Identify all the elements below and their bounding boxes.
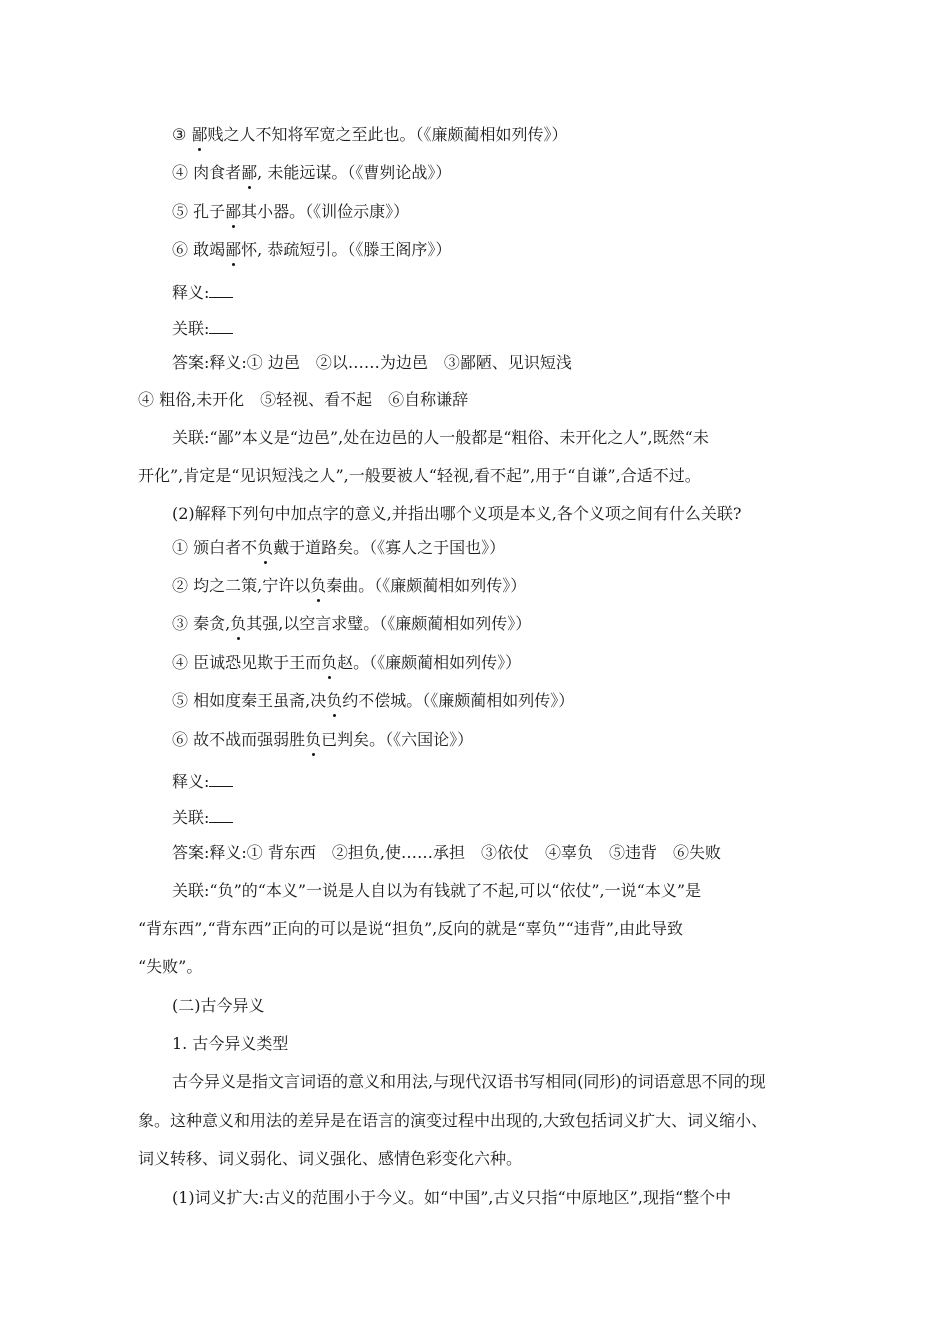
paragraph-line: 古今异义是指文言词语的意义和用法,与现代汉语书写相同(同形)的词语意思不同的现 — [172, 1072, 766, 1091]
example-line: ⑥ 故不战而强弱胜负已判矣。（《六国论》） — [172, 730, 474, 749]
paragraph-line: (1)词义扩大:古义的范围小于今义。如“中国”,古义只指“中原地区”,现指“整个中 — [172, 1188, 732, 1207]
dotted-char: 负 — [310, 576, 327, 595]
answer-blank — [209, 808, 233, 823]
shiyi-prompt: 释义: — [172, 282, 233, 304]
relation-text: 关联:“鄙”本义是“边邑”,处在边邑的人一般都是“粗俗、未开化之人”,既然“未 — [172, 428, 709, 447]
dotted-char: 负 — [257, 538, 274, 557]
example-line: ④ 肉食者鄙, 未能远谋。（《曹刿论战》） — [172, 163, 452, 182]
answer-text: ④ 粗俗,未开化 ⑤轻视、看不起 ⑥自称谦辞 — [138, 390, 469, 409]
dotted-char: 鄙 — [191, 125, 208, 144]
paragraph-line: 象。这种意义和用法的差异是在语言的演变过程中出现的,大致包括词义扩大、词义缩小、 — [138, 1111, 768, 1130]
dotted-char: 负 — [230, 614, 247, 633]
section-heading: (二)古今异义 — [172, 996, 265, 1015]
guanlian-prompt: 关联: — [172, 807, 233, 829]
answer-blank — [209, 319, 233, 334]
question-text: (2)解释下列句中加点字的意义,并指出哪个义项是本义,各个义项之间有什么关联? — [172, 504, 742, 523]
example-line: ③ 秦贪,负其强,以空言求璧。（《廉颇蔺相如列传》） — [172, 614, 532, 633]
dotted-char: 鄙 — [225, 240, 242, 259]
answer-blank — [209, 283, 233, 298]
answer-blank — [209, 772, 233, 787]
example-line: ③ 鄙贱之人不知将军宽之至此也。（《廉颇蔺相如列传》） — [172, 125, 568, 144]
dotted-char: 负 — [326, 691, 343, 710]
relation-text: 关联:“负”的“本义”一说是人自以为有钱就了不起,可以“依仗”,一说“本义”是 — [172, 881, 702, 900]
example-line: ⑥ 敢竭鄙怀, 恭疏短引。（《滕王阁序》） — [172, 240, 452, 259]
subsection-heading: 1. 古今异义类型 — [172, 1034, 289, 1053]
dotted-char: 鄙 — [225, 202, 242, 221]
relation-text: 开化”,肯定是“见识短浅之人”,一般要被人“轻视,看不起”,用于“自谦”,合适不过。 — [138, 466, 701, 485]
answer-text: 答案:释义:① 边邑 ②以……为边邑 ③鄙陋、见识短浅 — [172, 353, 572, 372]
example-line: ⑤ 相如度秦王虽斋,决负约不偿城。（《廉颇蔺相如列传》） — [172, 691, 575, 710]
shiyi-prompt: 释义: — [172, 771, 233, 793]
example-line: ① 颁白者不负戴于道路矣。（《寡人之于国也》） — [172, 538, 506, 557]
paragraph-line: 词义转移、词义弱化、词义强化、感情色彩变化六种。 — [138, 1149, 523, 1168]
relation-text: “背东西”,“背东西”正向的可以是说“担负”,反向的就是“辜负”“违背”,由此导致 — [138, 919, 684, 938]
dotted-char: 鄙 — [241, 163, 258, 182]
example-line: ② 均之二策,宁许以负秦曲。（《廉颇蔺相如列传》） — [172, 576, 527, 595]
dotted-char: 负 — [305, 730, 322, 749]
relation-text: “失败”。 — [138, 957, 203, 976]
example-line: ④ 臣诚恐见欺于王而负赵。（《廉颇蔺相如列传》） — [172, 653, 522, 672]
answer-text: 答案:释义:① 背东西 ②担负,使……承担 ③依仗 ④辜负 ⑤违背 ⑥失败 — [172, 843, 721, 862]
guanlian-prompt: 关联: — [172, 318, 233, 340]
dotted-char: 负 — [321, 653, 338, 672]
example-line: ⑤ 孔子鄙其小器。（《训俭示康》） — [172, 202, 410, 221]
